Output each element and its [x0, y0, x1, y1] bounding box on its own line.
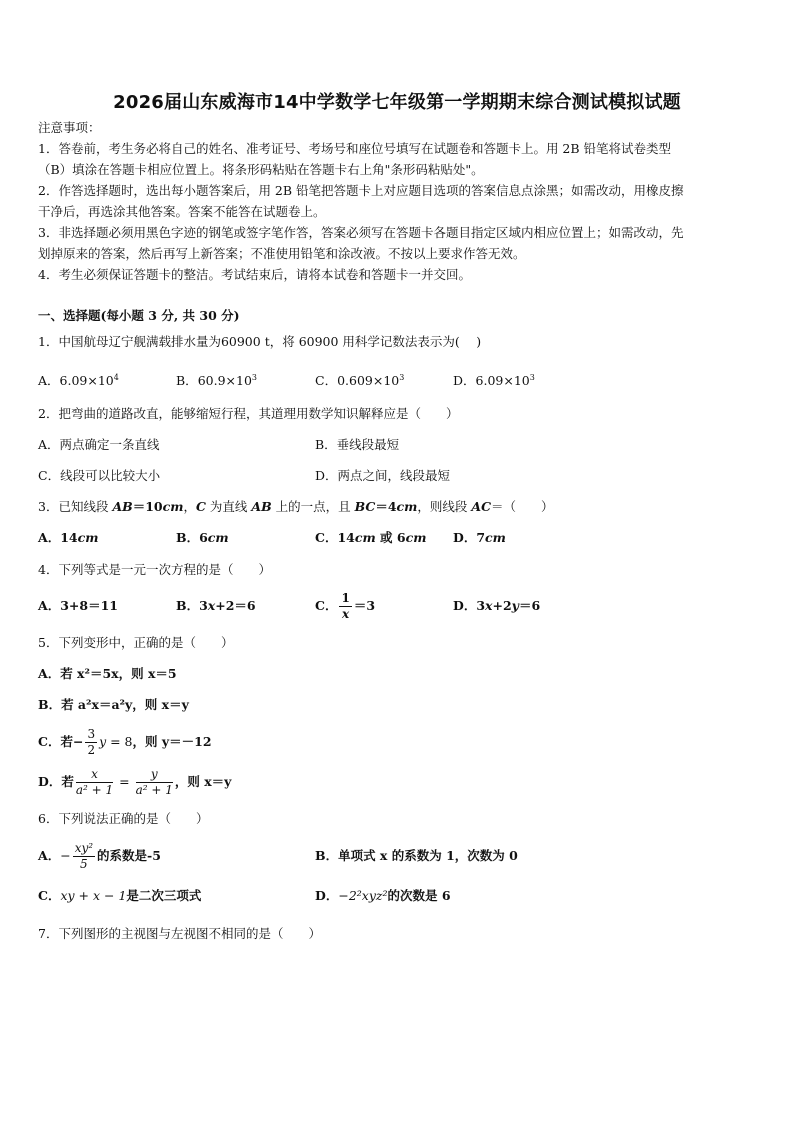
question-6-option-d: D．−2²xyz²的次数是 6 [315, 888, 451, 903]
question-2-option-d: D．两点之间，线段最短 [315, 468, 451, 483]
question-6-stem: 6．下列说法正确的是（ ） [38, 811, 209, 826]
section-heading: 一、选择题(每小题 3 分, 共 30 分) [38, 308, 240, 323]
question-4-stem: 4．下列等式是一元一次方程的是（ ） [38, 562, 271, 577]
question-2-stem: 2．把弯曲的道路改直，能够缩短行程，其道理用数学知识解释应是（ ） [38, 406, 459, 421]
question-6-option-c: C．xy + x − 1是二次三项式 [38, 888, 202, 903]
question-2-option-a: A．两点确定一条直线 [38, 437, 160, 452]
question-6-option-b: B．单项式 x 的系数为 1，次数为 0 [315, 848, 518, 863]
question-1-option-d: D．$6.09\times 10^3$ [453, 373, 535, 389]
question-5-option-d: D．若 $\frac{x}{\text{a² + 1}}$ = $\frac{y}{\text{a² + 1}}$ ，则 x＝y [38, 767, 232, 797]
page-title: 2026届山东威海市14中学数学七年级第一学期期末综合测试模拟试题 [113, 92, 681, 113]
question-5-option-c: C．若− $\frac{3}{2}$ y = 8，则 y＝－12 [38, 727, 212, 757]
question-6-option-a: A．− $\frac{\text{xy²}}{5}$ 的系数是-5 [38, 841, 161, 871]
question-1-option-b: B．$60.9\times 10^3$ [176, 373, 257, 389]
question-3-stem: 3．已知线段 AB＝10cm，C 为直线 AB 上的一点，且 BC＝4cm，则线段 AC＝（ ） [38, 499, 554, 514]
question-3-option-b: B．6cm [176, 530, 229, 545]
notice-line-2: （B）填涂在答题卡相应位置上。将条形码粘贴在答题卡右上角"条形码粘贴处"。 [38, 162, 484, 177]
question-1-stem: 1．中国航母辽宁舰满载排水量为60900 t，将 60900 用科学记数法表示为( ) [38, 334, 482, 349]
question-2-option-b: B．垂线段最短 [315, 437, 400, 452]
notice-line-6: 划掉原来的答案，然后再写上新答案；不准使用铅笔和涂改液。不按以上要求作答无效。 [38, 246, 526, 261]
question-1-option-a: A．$6.09\times 10^4$ [38, 373, 119, 389]
question-3-option-c: C．14cm 或 6cm [315, 530, 427, 545]
notice-line-7: 4．考生必须保证答题卡的整洁。考试结束后，请将本试卷和答题卡一并交回。 [38, 267, 471, 282]
notice-line-5: 3．非选择题必须用黑色字迹的钢笔或签字笔作答，答案必须写在答题卡各题目指定区域内相应位置上；如需改动，先 [38, 225, 684, 240]
question-4-option-c: C． $\frac{1}{x}$ ＝3 [315, 591, 376, 621]
question-1-option-c: C．$0.609\times 10^3$ [315, 373, 405, 389]
question-5-option-b: B．若 a²x＝a²y，则 x＝y [38, 697, 189, 712]
notice-heading: 注意事项： [38, 120, 101, 135]
question-4-option-d: D．3x+2y＝6 [453, 598, 541, 613]
question-3-option-d: D．7cm [453, 530, 506, 545]
question-3-option-a: A．14cm [38, 530, 99, 545]
notice-line-4: 干净后，再选涂其他答案。答案不能答在试题卷上。 [38, 204, 326, 219]
question-2-option-c: C．线段可以比较大小 [38, 468, 161, 483]
question-5-option-a: A．若 x²＝5x，则 x＝5 [38, 666, 177, 681]
question-7-stem: 7．下列图形的主视图与左视图不相同的是（ ） [38, 926, 321, 941]
question-5-stem: 5．下列变形中，正确的是（ ） [38, 635, 234, 650]
notice-line-1: 1．答卷前，考生务必将自己的姓名、准考证号、考场号和座位号填写在试题卷和答题卡上。用 2B 铅笔将试卷类型 [38, 141, 672, 156]
question-4-option-a: A．3+8＝11 [38, 598, 118, 613]
notice-line-3: 2．作答选择题时，选出每小题答案后，用 2B 铅笔把答题卡上对应题目选项的答案信息点涂黑；如需改动，用橡皮擦 [38, 183, 684, 198]
question-4-option-b: B．3x+2＝6 [176, 598, 256, 613]
